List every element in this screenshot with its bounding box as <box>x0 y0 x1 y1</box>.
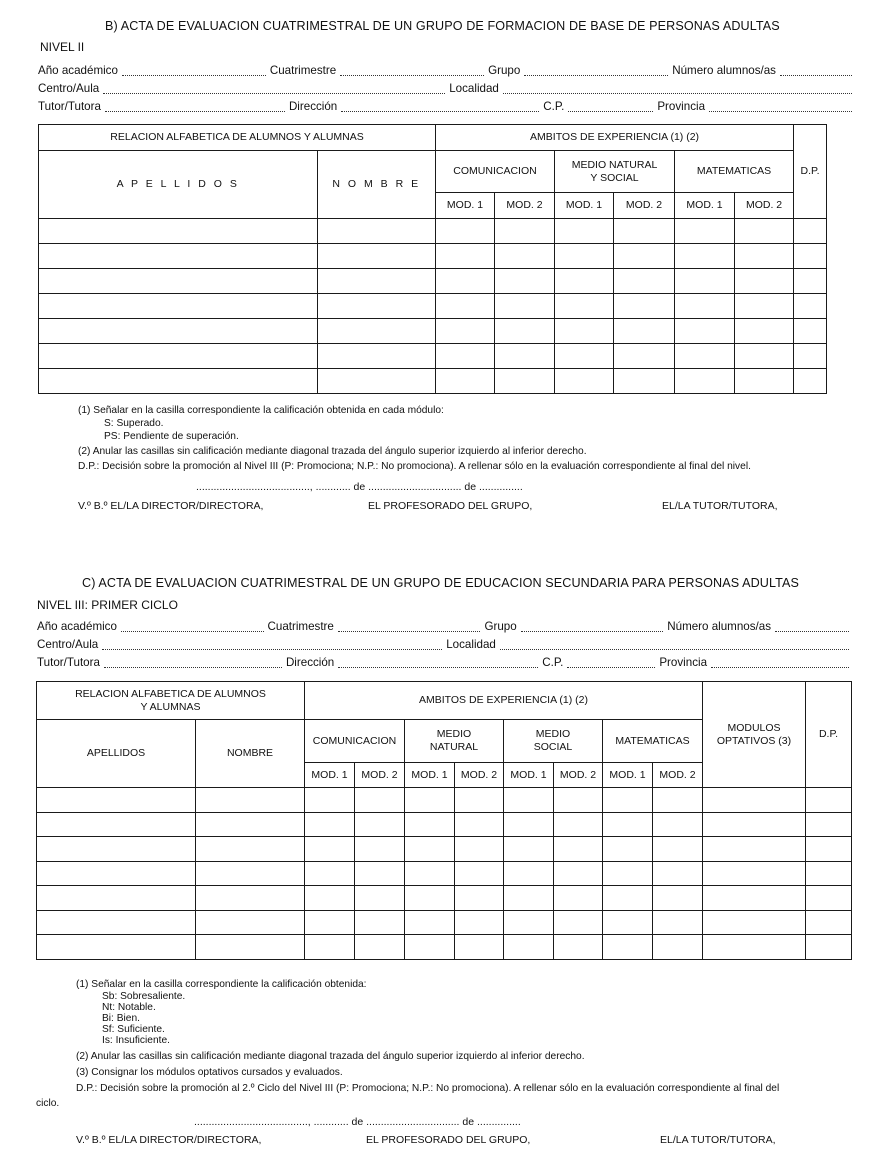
localidad-label: Localidad <box>449 82 499 95</box>
ambitos-header: AMBITOS DE EXPERIENCIA (1) (2) <box>436 125 794 151</box>
grade-cell[interactable] <box>318 219 436 244</box>
grade-cell[interactable] <box>37 886 196 911</box>
grade-cell[interactable] <box>37 910 196 935</box>
grade-cell[interactable] <box>39 369 318 394</box>
grade-cell[interactable] <box>603 861 653 886</box>
modulos-optativos-header <box>703 682 806 788</box>
grade-cell[interactable] <box>455 910 504 935</box>
grade-cell[interactable] <box>504 935 554 960</box>
direccion-label: Dirección <box>288 100 338 113</box>
note-b-pendiente: PS: Pendiente de superación. <box>104 431 239 442</box>
optativos-line-1: MODULOS <box>727 721 781 734</box>
grade-cell[interactable] <box>495 219 555 244</box>
grade-cell[interactable] <box>196 837 305 862</box>
direccion-field[interactable] <box>338 656 538 668</box>
student-row <box>39 244 827 269</box>
mod-header: MOD. 1 <box>436 193 495 219</box>
grade-cell[interactable] <box>806 886 852 911</box>
alumnos-label: Número alumnos/as <box>672 64 776 77</box>
student-row <box>37 886 852 911</box>
student-row <box>37 788 852 813</box>
grade-cell[interactable] <box>355 861 405 886</box>
optativos-line-2: OPTATIVOS (3) <box>716 734 792 747</box>
grade-cell[interactable] <box>735 344 794 369</box>
section-c-fields-row-3 <box>37 656 853 670</box>
grade-cell[interactable] <box>554 812 603 837</box>
cp-field[interactable] <box>568 100 653 112</box>
mod-header: MOD. 1 <box>675 193 735 219</box>
alumnos-field[interactable] <box>780 64 852 76</box>
grade-cell[interactable] <box>555 319 614 344</box>
grade-cell[interactable] <box>603 886 653 911</box>
medio-natural-line-1: MEDIO <box>436 728 472 740</box>
grade-cell[interactable] <box>405 837 455 862</box>
grade-cell[interactable] <box>455 861 504 886</box>
mod-header: MOD. 2 <box>355 763 405 788</box>
grade-cell[interactable] <box>675 319 735 344</box>
relacion-line-1: RELACION ALFABETICA DE ALUMNOS <box>75 687 266 700</box>
grade-cell[interactable] <box>794 369 827 394</box>
date-line-b[interactable]: ......................................., ............ de ................................ de ............... <box>196 481 523 493</box>
grade-cell[interactable] <box>554 910 603 935</box>
grade-cell[interactable] <box>504 861 554 886</box>
grade-cell[interactable] <box>614 219 675 244</box>
grade-cell[interactable] <box>504 886 554 911</box>
grade-cell[interactable] <box>806 812 852 837</box>
cp-field[interactable] <box>567 656 655 668</box>
grade-cell[interactable] <box>318 369 436 394</box>
grade-cell[interactable] <box>735 244 794 269</box>
anio-field[interactable] <box>122 64 266 76</box>
grade-cell[interactable] <box>675 344 735 369</box>
grade-cell[interactable] <box>405 886 455 911</box>
medio-header-line-1: MEDIO NATURAL <box>571 158 658 171</box>
date-line-c[interactable]: ......................................., ............ de ................................ de ............... <box>194 1116 521 1128</box>
grade-cell[interactable] <box>653 812 703 837</box>
student-row <box>39 369 827 394</box>
grade-cell[interactable] <box>504 837 554 862</box>
ambitos-header: AMBITOS DE EXPERIENCIA (1) (2) <box>305 682 703 720</box>
grade-cell[interactable] <box>405 910 455 935</box>
note-c-dp-continued: ciclo. <box>36 1098 60 1109</box>
mod-header: MOD. 2 <box>495 193 555 219</box>
mod-header: MOD. 2 <box>554 763 603 788</box>
grade-cell[interactable] <box>735 369 794 394</box>
cp-label: C.P. <box>542 656 564 669</box>
anio-field[interactable] <box>121 620 264 632</box>
grade-cell[interactable] <box>436 294 495 319</box>
mod-header: MOD. 1 <box>305 763 355 788</box>
grade-cell[interactable] <box>735 269 794 294</box>
section-b-title: B) ACTA DE EVALUACION CUATRIMESTRAL DE UN GRUPO DE FORMACION DE BASE DE PERSONAS ADULTAS <box>105 19 780 33</box>
medio-header-line-2: Y SOCIAL <box>590 171 639 184</box>
signature-profesorado-c: EL PROFESORADO DEL GRUPO, <box>366 1134 531 1146</box>
grade-cell[interactable] <box>703 910 806 935</box>
grade-cell[interactable] <box>436 244 495 269</box>
grupo-field[interactable] <box>521 620 664 632</box>
grade-cell[interactable] <box>355 812 405 837</box>
mod-header: MOD. 1 <box>405 763 455 788</box>
grade-cell[interactable] <box>37 788 196 813</box>
grade-cell[interactable] <box>39 219 318 244</box>
grade-cell[interactable] <box>196 935 305 960</box>
grade-cell[interactable] <box>495 369 555 394</box>
localidad-field[interactable] <box>500 638 849 650</box>
grade-cell[interactable] <box>735 294 794 319</box>
grade-cell[interactable] <box>555 344 614 369</box>
grade-cell[interactable] <box>703 837 806 862</box>
grade-cell[interactable] <box>703 812 806 837</box>
grade-cell[interactable] <box>405 861 455 886</box>
mod-header: MOD. 1 <box>603 763 653 788</box>
grade-cell[interactable] <box>39 344 318 369</box>
grade-cell[interactable] <box>355 910 405 935</box>
anio-label: Año académico <box>38 64 118 77</box>
section-b-fields-row-3 <box>38 100 856 114</box>
grade-cell[interactable] <box>305 935 355 960</box>
cuatrimestre-field[interactable] <box>338 620 481 632</box>
grade-cell[interactable] <box>495 344 555 369</box>
centro-field[interactable] <box>103 82 445 94</box>
grade-cell[interactable] <box>305 886 355 911</box>
student-row <box>39 219 827 244</box>
student-row <box>37 837 852 862</box>
note-c-2: (2) Anular las casillas sin calificación mediante diagonal trazada del ángulo superior izquierdo al inferior derecho. <box>76 1051 585 1062</box>
mod-header: MOD. 2 <box>614 193 675 219</box>
tutor-field[interactable] <box>104 656 282 668</box>
grade-cell[interactable] <box>703 886 806 911</box>
tutor-label: Tutor/Tutora <box>38 100 101 113</box>
grade-cell[interactable] <box>794 294 827 319</box>
apellidos-header: APELLIDOS <box>37 720 196 788</box>
grade-cell[interactable] <box>554 837 603 862</box>
grade-cell[interactable] <box>675 294 735 319</box>
student-row <box>37 910 852 935</box>
grade-cell[interactable] <box>614 319 675 344</box>
comunicacion-header: COMUNICACION <box>305 720 405 763</box>
mod-header: MOD. 1 <box>555 193 614 219</box>
grade-cell[interactable] <box>703 861 806 886</box>
grade-cell[interactable] <box>554 886 603 911</box>
grade-cell[interactable] <box>305 910 355 935</box>
grade-cell[interactable] <box>436 369 495 394</box>
grade-cell[interactable] <box>504 812 554 837</box>
grade-cell[interactable] <box>318 269 436 294</box>
mod-header: MOD. 2 <box>455 763 504 788</box>
provincia-label: Provincia <box>659 656 708 669</box>
signature-profesorado-b: EL PROFESORADO DEL GRUPO, <box>368 500 533 512</box>
grade-cell[interactable] <box>653 935 703 960</box>
grade-cell[interactable] <box>495 319 555 344</box>
grade-cell[interactable] <box>555 269 614 294</box>
student-row <box>37 812 852 837</box>
grade-cell[interactable] <box>555 244 614 269</box>
medio-natural-header <box>405 720 504 763</box>
medio-social-line-1: MEDIO <box>535 728 571 740</box>
grade-cell[interactable] <box>794 219 827 244</box>
direccion-field[interactable] <box>341 100 539 112</box>
grade-cell[interactable] <box>806 837 852 862</box>
grade-cell[interactable] <box>37 935 196 960</box>
signature-director-c: V.º B.º EL/LA DIRECTOR/DIRECTORA, <box>76 1134 262 1146</box>
section-b-fields-row-2 <box>38 82 856 96</box>
cuatrimestre-field[interactable] <box>340 64 484 76</box>
grade-cell[interactable] <box>653 861 703 886</box>
grade-cell[interactable] <box>794 244 827 269</box>
medio-natural-social-header <box>555 151 675 193</box>
alumnos-field[interactable] <box>775 620 849 632</box>
medio-social-header <box>504 720 603 763</box>
grade-cell[interactable] <box>495 269 555 294</box>
grade-cell[interactable] <box>436 344 495 369</box>
note-b-superado: S: Superado. <box>104 418 164 429</box>
grade-cell[interactable] <box>305 788 355 813</box>
student-row <box>39 319 827 344</box>
mod-header: MOD. 2 <box>653 763 703 788</box>
grade-cell[interactable] <box>653 886 703 911</box>
grade-cell[interactable] <box>318 319 436 344</box>
grade-cell[interactable] <box>703 788 806 813</box>
grade-cell[interactable] <box>806 788 852 813</box>
matematicas-header: MATEMATICAS <box>603 720 703 763</box>
grade-cell[interactable] <box>603 812 653 837</box>
grade-cell[interactable] <box>196 812 305 837</box>
grade-cell[interactable] <box>653 910 703 935</box>
centro-field[interactable] <box>102 638 442 650</box>
note-b-2: (2) Anular las casillas sin calificación mediante diagonal trazada del ángulo superior izquierdo al inferior derecho. <box>78 446 587 457</box>
grade-cell[interactable] <box>436 319 495 344</box>
cuatrimestre-label: Cuatrimestre <box>269 64 337 77</box>
note-b-1: (1) Señalar en la casilla correspondiente la calificación obtenida en cada módulo: <box>78 405 444 416</box>
grade-cell[interactable] <box>794 319 827 344</box>
grade-cell[interactable] <box>436 219 495 244</box>
grade-cell[interactable] <box>305 837 355 862</box>
signature-tutor-b: EL/LA TUTOR/TUTORA, <box>662 500 778 512</box>
relacion-header: RELACION ALFABETICA DE ALUMNOS Y ALUMNAS <box>39 125 436 151</box>
grade-cell[interactable] <box>318 244 436 269</box>
section-c-title: C) ACTA DE EVALUACION CUATRIMESTRAL DE UN GRUPO DE EDUCACION SECUNDARIA PARA PERSONAS ADULTAS <box>82 576 800 590</box>
nombre-header: N O M B R E <box>318 151 436 219</box>
grade-cell[interactable] <box>495 294 555 319</box>
grade-cell[interactable] <box>675 269 735 294</box>
grade-cell[interactable] <box>196 886 305 911</box>
localidad-field[interactable] <box>503 82 852 94</box>
tutor-field[interactable] <box>105 100 285 112</box>
localidad-label: Localidad <box>446 638 496 651</box>
grade-cell[interactable] <box>495 244 555 269</box>
medio-social-line-2: SOCIAL <box>533 741 573 753</box>
grade-cell[interactable] <box>196 910 305 935</box>
grade-cell[interactable] <box>675 244 735 269</box>
grade-cell[interactable] <box>614 294 675 319</box>
grade-cell[interactable] <box>614 369 675 394</box>
grade-cell[interactable] <box>675 369 735 394</box>
cp-label: C.P. <box>543 100 565 113</box>
grade-cell[interactable] <box>455 788 504 813</box>
dp-header: D.P. <box>794 125 827 219</box>
grade-cell[interactable] <box>614 344 675 369</box>
tutor-label: Tutor/Tutora <box>37 656 100 669</box>
grade-cell[interactable] <box>614 244 675 269</box>
provincia-label: Provincia <box>657 100 706 113</box>
grade-cell[interactable] <box>555 369 614 394</box>
grade-cell[interactable] <box>455 935 504 960</box>
mod-header: MOD. 2 <box>735 193 794 219</box>
grade-cell[interactable] <box>318 294 436 319</box>
grupo-field[interactable] <box>524 64 668 76</box>
grade-cell[interactable] <box>603 910 653 935</box>
student-row <box>37 861 852 886</box>
grupo-label: Grupo <box>484 620 517 633</box>
grade-cell[interactable] <box>355 837 405 862</box>
grade-cell[interactable] <box>806 935 852 960</box>
grade-cell[interactable] <box>405 812 455 837</box>
relacion-line-2: Y ALUMNAS <box>140 700 201 713</box>
grade-cell[interactable] <box>703 935 806 960</box>
grade-cell[interactable] <box>405 788 455 813</box>
grade-cell[interactable] <box>614 269 675 294</box>
grade-cell[interactable] <box>39 244 318 269</box>
grade-cell[interactable] <box>37 861 196 886</box>
relacion-header <box>37 682 305 720</box>
student-row <box>39 294 827 319</box>
grade-cell[interactable] <box>555 294 614 319</box>
comunicacion-header: COMUNICACION <box>436 151 555 193</box>
note-c-dp: D.P.: Decisión sobre la promoción al 2.º Ciclo del Nivel III (P: Promociona; N.P.: No promociona). A rellenar sólo en la evaluación correspondiente al final del <box>76 1083 780 1094</box>
section-c-evaluation-table <box>36 681 852 960</box>
grade-cell[interactable] <box>318 344 436 369</box>
grade-cell[interactable] <box>455 886 504 911</box>
section-c-fields-row-2 <box>37 638 853 652</box>
grade-cell[interactable] <box>504 910 554 935</box>
grade-cell[interactable] <box>794 344 827 369</box>
grade-cell[interactable] <box>37 837 196 862</box>
anio-label: Año académico <box>37 620 117 633</box>
note-c-suficiente: Sf: Suficiente. <box>102 1024 165 1035</box>
mod-header: MOD. 1 <box>504 763 554 788</box>
section-b-fields-row-1 <box>38 64 856 78</box>
section-b-level: NIVEL II <box>40 40 85 54</box>
grade-cell[interactable] <box>794 269 827 294</box>
grade-cell[interactable] <box>555 219 614 244</box>
provincia-field[interactable] <box>711 656 849 668</box>
apellidos-header: A P E L L I D O S <box>39 151 318 219</box>
grade-cell[interactable] <box>39 294 318 319</box>
grade-cell[interactable] <box>305 861 355 886</box>
student-row <box>39 344 827 369</box>
grade-cell[interactable] <box>806 910 852 935</box>
section-c-fields-row-1 <box>37 620 853 634</box>
student-row <box>39 269 827 294</box>
grade-cell[interactable] <box>653 837 703 862</box>
grade-cell[interactable] <box>455 812 504 837</box>
grade-cell[interactable] <box>196 788 305 813</box>
grade-cell[interactable] <box>603 837 653 862</box>
grade-cell[interactable] <box>735 319 794 344</box>
cuatrimestre-label: Cuatrimestre <box>267 620 334 633</box>
grade-cell[interactable] <box>355 788 405 813</box>
signature-director-b: V.º B.º EL/LA DIRECTOR/DIRECTORA, <box>78 500 264 512</box>
grade-cell[interactable] <box>504 788 554 813</box>
grade-cell[interactable] <box>39 319 318 344</box>
note-c-bien: Bi: Bien. <box>102 1013 140 1024</box>
grade-cell[interactable] <box>405 935 455 960</box>
nombre-header: NOMBRE <box>196 720 305 788</box>
grade-cell[interactable] <box>735 219 794 244</box>
grade-cell[interactable] <box>554 935 603 960</box>
grade-cell[interactable] <box>675 219 735 244</box>
grade-cell[interactable] <box>554 788 603 813</box>
centro-label: Centro/Aula <box>37 638 99 651</box>
note-b-dp: D.P.: Decisión sobre la promoción al Nivel III (P: Promociona; N.P.: No promociona). A rellenar sólo en la evaluación correspondiente al final del nivel. <box>78 461 751 472</box>
grade-cell[interactable] <box>355 935 405 960</box>
grade-cell[interactable] <box>603 935 653 960</box>
section-c-level: NIVEL III: PRIMER CICLO <box>37 598 178 612</box>
student-row <box>37 935 852 960</box>
provincia-field[interactable] <box>709 100 852 112</box>
grade-cell[interactable] <box>37 812 196 837</box>
grade-cell[interactable] <box>355 886 405 911</box>
grade-cell[interactable] <box>455 837 504 862</box>
section-b-evaluation-table <box>38 124 827 394</box>
grade-cell[interactable] <box>436 269 495 294</box>
note-c-insuficiente: Is: Insuficiente. <box>102 1035 170 1046</box>
note-c-3: (3) Consignar los módulos optativos cursados y evaluados. <box>76 1067 343 1078</box>
centro-label: Centro/Aula <box>38 82 100 95</box>
grupo-label: Grupo <box>488 64 521 77</box>
grade-cell[interactable] <box>653 788 703 813</box>
note-c-1: (1) Señalar en la casilla correspondiente la calificación obtenida: <box>76 979 367 990</box>
grade-cell[interactable] <box>806 861 852 886</box>
grade-cell[interactable] <box>196 861 305 886</box>
alumnos-label: Número alumnos/as <box>667 620 771 633</box>
matematicas-header: MATEMATICAS <box>675 151 794 193</box>
signature-tutor-c: EL/LA TUTOR/TUTORA, <box>660 1134 776 1146</box>
grade-cell[interactable] <box>305 812 355 837</box>
direccion-label: Dirección <box>285 656 335 669</box>
grade-cell[interactable] <box>554 861 603 886</box>
dp-header: D.P. <box>806 682 852 788</box>
note-c-sobresaliente: Sb: Sobresaliente. <box>102 991 186 1002</box>
medio-natural-line-2: NATURAL <box>429 741 479 753</box>
grade-cell[interactable] <box>39 269 318 294</box>
grade-cell[interactable] <box>603 788 653 813</box>
note-c-notable: Nt: Notable. <box>102 1002 156 1013</box>
